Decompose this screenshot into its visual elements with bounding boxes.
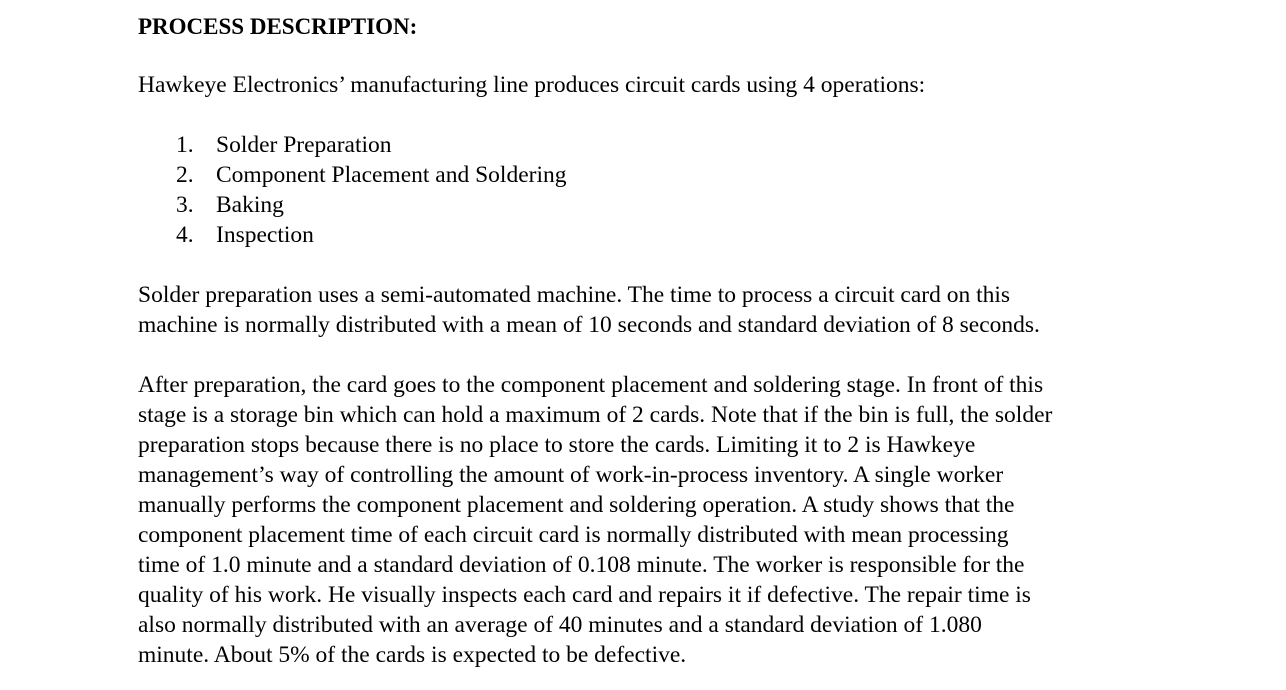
paragraph-line: minute. About 5% of the cards is expected to be defective. [138, 642, 687, 668]
paragraph-component-placement [138, 370, 1052, 670]
paragraph-line: machine is normally distributed with a mean of 10 seconds and standard deviation of 8 seconds. [138, 312, 1040, 338]
list-item-number: 4. [176, 222, 194, 248]
paragraph-line: After preparation, the card goes to the component placement and soldering stage. In front of this [138, 372, 1044, 398]
paragraph-line: management’s way of controlling the amount of work-in-process inventory. A single worker [138, 462, 1004, 488]
paragraph-line: component placement time of each circuit card is normally distributed with mean processing [138, 522, 1009, 548]
paragraph-solder-preparation [138, 280, 1040, 340]
paragraph-line: time of 1.0 minute and a standard deviation of 0.108 minute. The worker is responsible for the [138, 552, 1025, 578]
paragraph-line: preparation stops because there is no place to store the cards. Limiting it to 2 is Hawkeye [138, 432, 976, 458]
list-item-label: Inspection [216, 222, 314, 248]
section-heading: PROCESS DESCRIPTION: [138, 14, 418, 39]
list-item-label: Component Placement and Soldering [216, 162, 567, 188]
intro-sentence: Hawkeye Electronics’ manufacturing line produces circuit cards using 4 operations: [138, 72, 926, 98]
paragraph-line: quality of his work. He visually inspects each card and repairs it if defective. The repair time is [138, 582, 1031, 608]
list-item-number: 2. [176, 162, 194, 188]
list-item-number: 3. [176, 192, 194, 218]
list-item-label: Solder Preparation [216, 132, 392, 158]
paragraph-line: Solder preparation uses a semi-automated machine. The time to process a circuit card on this [138, 282, 1011, 308]
paragraph-line: also normally distributed with an average of 40 minutes and a standard deviation of 1.080 [138, 612, 982, 638]
paragraph-line: manually performs the component placement and soldering operation. A study shows that the [138, 492, 1015, 518]
list-item-label: Baking [216, 192, 284, 218]
paragraph-line: stage is a storage bin which can hold a maximum of 2 cards. Note that if the bin is full, the solder [138, 402, 1053, 428]
list-item-number: 1. [176, 132, 194, 158]
